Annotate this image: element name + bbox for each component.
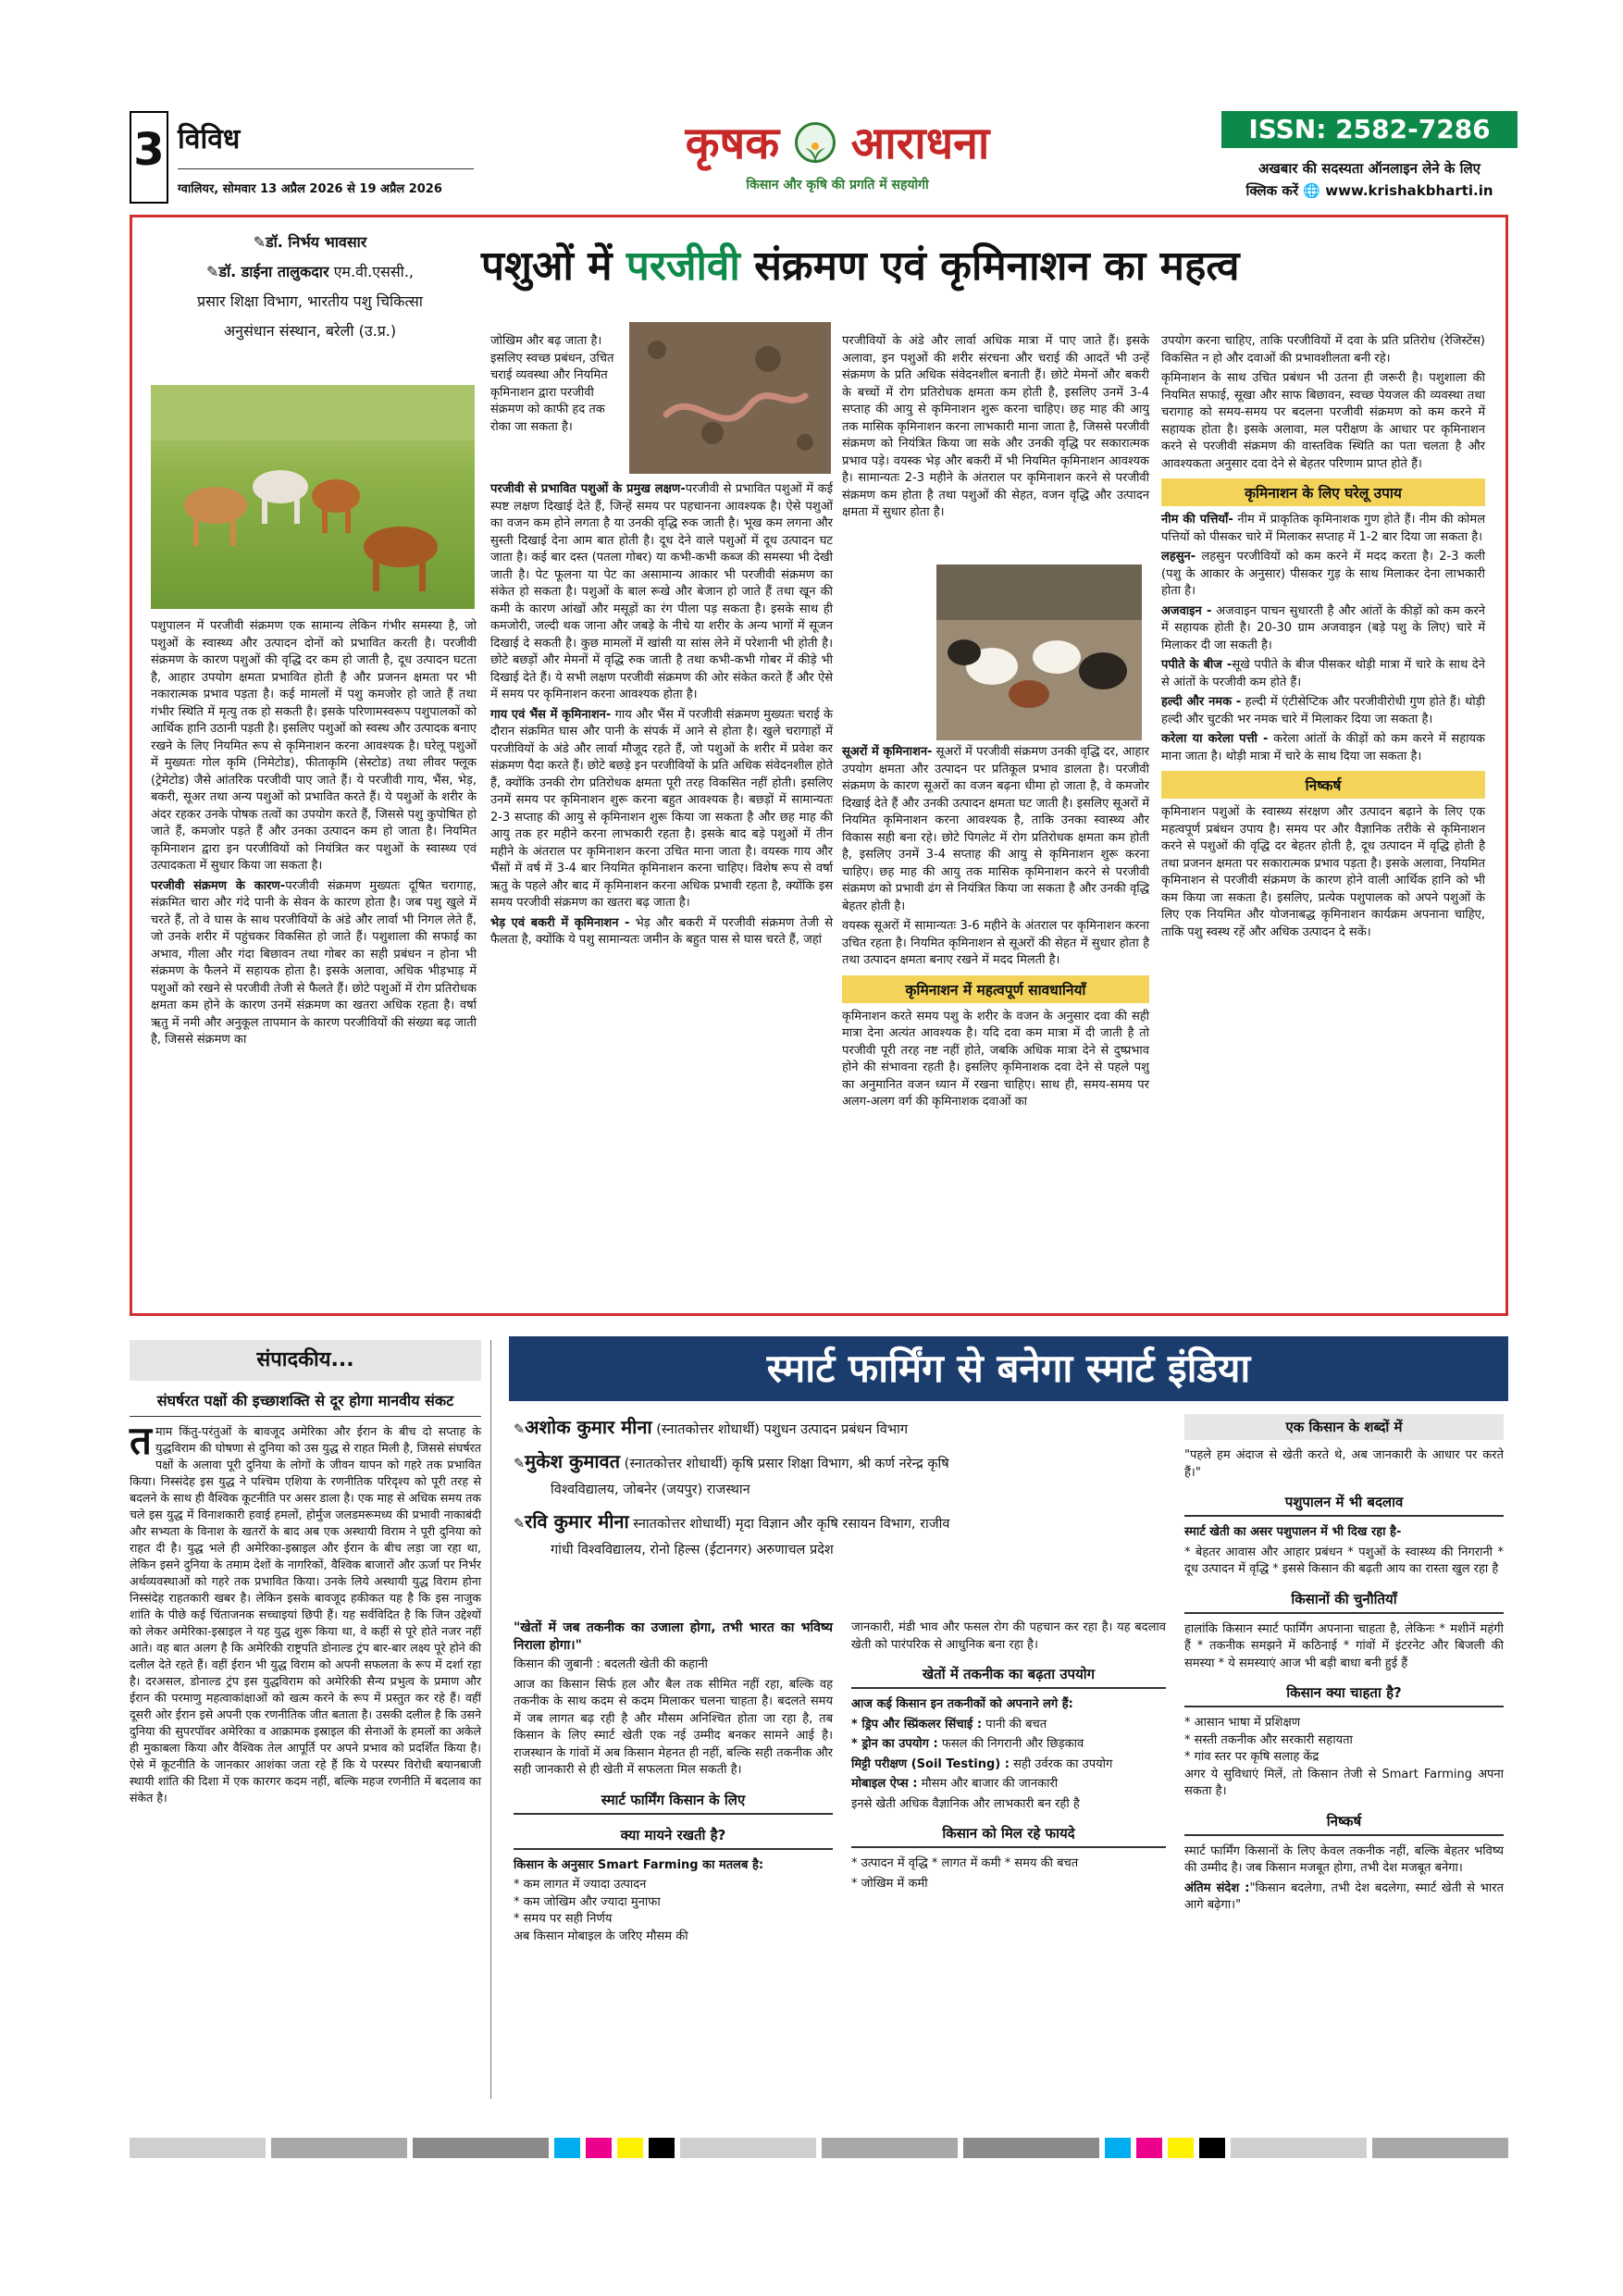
paragraph: जोखिम और बढ़ जाता है। इसलिए स्वच्छ प्रबंधन, उचित चराई व्यवस्था और नियमित कृमिनाशन द्वारा परजीवी संक्रमण को काफी हद तक रोका जा सकता है।: [490, 334, 614, 434]
paragraph: अंतिम संदेश :"किसान बदलेगा, तभी देश बदलेगा, स्मार्ट खेती से भारत आगे बढ़ेगा।": [1184, 1880, 1504, 1912]
paragraph: [490, 481, 833, 704]
paragraph: कृमिनाशन करते समय पशु के शरीर के वजन के अनुसार दवा की सही मात्रा देना अत्यंत आवश्यक है। यदि दवा कम मात्रा में दी जाती है तो परजीवी पूरी तरह नष्ट नहीं होते, जबकि अधिक मात्रा देने से दुष्प्रभाव होने की संभावना रहती है। इसलिए कृमिनाशक दवा देने से पहले पशु का अनुमानित वजन ध्यान में रखना चाहिए। साथ ही, समय-समय पर अलग-अलग वर्ग की कृमिनाशक दवाओं का: [842, 1009, 1149, 1109]
paragraph-text: भेड़ और बकरी में परजीवी संक्रमण तेजी से फैलता है, क्योंकि ये पशु सामान्यतः जमीन के बहुत पास से घास चरते हैं, जहां: [490, 915, 833, 947]
affiliation-1: प्रसार शिक्षा विभाग, भारतीय पशु चिकित्सा: [197, 292, 423, 310]
issn-badge: ISSN: 2582-7286: [1221, 111, 1518, 148]
remedy-item: करेला या करेला पत्ती - करेला आंतों के कीड़ों को कम करने में सहायक माना जाता है। थोड़ी मात्रा में चारे के साथ दिया जा सकता है।: [1161, 732, 1485, 763]
editorial-label: संपादकीय...: [130, 1340, 481, 1381]
pen-icon: ✎: [514, 1457, 526, 1471]
paragraph: [151, 878, 477, 1049]
article1-column-2: [490, 481, 833, 952]
article1-authors: [153, 228, 467, 346]
paragraph-text: माम किंतु-परंतुओं के बावजूद अमेरिका और ईरान के बीच दो सप्ताह के युद्धविराम की घोषणा से दुनिया को उस युद्ध से राहत मिली है, जिससे संघर्षरत पक्षों के अलावा पूरी दुनिया के लोगों के जीवन यापन को गहरे तक प्रभावित किया। निस्संदेह इस युद्ध ने पश्चिम एशिया के रणनीतिक परिदृश्य को पूरी तरह से बदलने के साथ ही वैश्विक कूटनीति पर असर डाला है। एक माह से अधिक समय तक चले इस युद्ध में विनाशकारी हवाई हमलों, होर्मुज जलडमरूमध्य की प्रभावी नाकाबंदी और सभ्यता के विनाश के खतरों के बाद अब एक अस्थायी विराम ने पूरी दुनिया को राहत दी है। युद्ध भले ही अमेरिका-इस्राइल और ईरान के बीच लड़ा जा रहा था, लेकिन इसने दुनिया के तमाम देशों के नागरिकों, वैश्विक बाजारों और ऊर्जा पर निर्भर अर्थव्यवस्थाओं को गहरे तक प्रभावित किया। उनके लिये अस्थायी युद्ध विराम होना निस्संदेह राहतकारी खबर है। लेकिन इसके बावजूद हकीकत यह है कि इस नाजुक शांति के पीछे कई चिंताजनक सच्चाइयां छिपी हैं। यह सर्वविदित है कि जिन उद्देश्यों को लेकर अमेरिका-इस्राइल ने यह युद्ध शुरू किया था, वे कहीं से पूरे होते नजर नहीं आते। वह बात अलग है कि अमेरिकी राष्ट्रपति डोनाल्ड ट्रंप बार-बार लक्ष्य पूरे होने की दलील देते रहते हैं। वहीं ईरान भी युद्ध विराम को अपनी सफलता के रूप में दर्शा रहा है। दरअसल, डोनाल्ड ट्रंप इस युद्धविराम को अमेरिकी सैन्य प्रभुत्व के प्रमाण और ईरान की परमाणु महत्वाकांक्षाओं को खत्म करने के रूप में प्रस्तुत कर रहे हैं। वहीं दूसरी ओर ईरान इसे अपनी एक रणनीतिक जीत बताता है। उसकी दलील है कि उसने दुनिया की सुपरपॉवर अमेरिका व आक्रामक इस्राइल की सेनाओं के हमलों का अकेले ही मुकाबला किया और वैश्विक तेल आपूर्ति पर अपने प्रभाव को प्रदर्शित किया है। ऐसे में कूटनीति के जानकार आशंका जता रहे हैं कि ये परस्पर विरोधी बयानबाजी स्थायी शांति की दिशा में एक कारगर कदम नहीं, बल्कि महज रणनीति में बदलाव का संकेत है।: [130, 1424, 481, 1805]
pen-icon: ✎: [514, 1517, 526, 1532]
subheading: किसान को मिल रहे फायदे: [851, 1820, 1166, 1848]
subheading: परजीवी संक्रमण के कारण-: [151, 878, 286, 893]
website-link[interactable]: www.krishakbharti.in: [1325, 182, 1493, 199]
precautions-heading: कृमिनाशन में महत्वपूर्ण सावधानियाँ: [842, 975, 1149, 1003]
paragraph: हालांकि किसान स्मार्ट फार्मिंग अपनाना चाहता है, लेकिनः * मशीनें महंगी हैं * तकनीक समझने में कठिनाई * गांवों में इंटरनेट और बिजली की समस्या * ये समस्याएं आज भी बड़ी बाधा बनी हुई हैं: [1184, 1621, 1504, 1670]
remedy-item: लहसुन- लहसुन परजीवियों को कम करने में मदद करता है। 2-3 कली (पशु के आकार के अनुसार) पीसकर गुड़ के साथ मिलाकर देना लाभकारी होता है।: [1161, 550, 1485, 598]
paragraph: आज कई किसान इन तकनीकों को अपनाने लगे हैं:: [851, 1697, 1073, 1711]
paragraph: कृमिनाशन पशुओं के स्वास्थ्य संरक्षण और उत्पादन बढ़ाने के लिए एक महत्वपूर्ण प्रबंधन उपाय है। समय पर और वैज्ञानिक तरीके से कृमिनाशन करने से पशुओं की वृद्धि दर बेहतर होती है, दूध उत्पादन में वृद्धि होती है तथा प्रजनन क्षमता पर सकारात्मक प्रभाव पड़ता है। इसके अलावा, नियमित कृमिनाशन से परजीवी संक्रमण के कारण होने वाली आर्थिक हानि को भी कम किया जा सकता है। इसलिए, प्रत्येक पशुपालक को अपने पशुओं के लिए एक नियमित और योजनाबद्ध कृमिनाशन कार्यक्रम अपनाना चाहिए, ताकि पशु स्वस्थ रहें और अधिक उत्पादन दे सकें।: [1161, 805, 1485, 939]
goats-image: [936, 565, 1142, 740]
remedy-item: पपीते के बीज -सूखे पपीते के बीज पीसकर थोड़ी मात्रा में चारे के साथ देने से आंतों के परजीवी कम होते हैं।: [1161, 658, 1485, 689]
title-part-2: संक्रमण एवं कृमिनाशन का महत्व: [739, 242, 1240, 290]
page-header: [130, 111, 1518, 204]
home-remedies-heading: कृमिनाशन के लिए घरेलू उपाय: [1161, 478, 1485, 506]
logo-icon: [795, 122, 836, 163]
paragraph: [490, 707, 833, 912]
author-3: रवि कुमार मीना: [525, 1510, 629, 1533]
bullet-item: * कम जोखिम और ज्यादा मुनाफा: [514, 1894, 661, 1909]
article1-column-3: [842, 333, 1149, 525]
click-label: क्लिक करें: [1245, 182, 1299, 199]
bullet-item: * गांव स्तर पर कृषि सलाह केंद्र: [1184, 1750, 1319, 1764]
subheading: किसान क्या चाहता है?: [1184, 1680, 1504, 1707]
article2-column-2: [851, 1620, 1166, 1895]
subheading: सूअरों में कृमिनाशन-: [842, 745, 933, 759]
paragraph: स्मार्ट खेती का असर पशुपालन में भी दिख रहा है-: [1184, 1525, 1402, 1539]
editorial-body: [130, 1418, 481, 1809]
technique-item: * ड्रोन का उपयोग : फसल की निगरानी और छिड़काव: [851, 1737, 1084, 1751]
editorial-headline: संघर्षरत पक्षों की इच्छाशक्ति से दूर होगा मानवीय संकट: [130, 1390, 481, 1417]
article2-column-1: [514, 1620, 833, 1948]
author-2: मुकेश कुमावत: [525, 1450, 621, 1472]
masthead-left: कृषक: [685, 118, 780, 169]
bullet-item: * सस्ती तकनीक और सरकारी सहायता: [1184, 1732, 1353, 1747]
technique-item: मिट्टी परीक्षण (Soil Testing) : सही उर्वरक का उपयोग: [851, 1756, 1113, 1771]
page-number: 3: [130, 111, 168, 204]
article1-column-4: [1161, 333, 1485, 944]
subheading: स्मार्ट फार्मिंग किसान के लिए: [514, 1787, 833, 1815]
affiliation: गांधी विश्वविद्यालय, रोनो हिल्स (ईटानगर) अरुणाचल प्रदेश: [551, 1543, 834, 1558]
subscription-link[interactable]: [1221, 181, 1518, 200]
bullet-item: * आसान भाषा में प्रशिक्षण: [1184, 1716, 1301, 1730]
masthead: [578, 111, 1096, 204]
paragraph-text: परजीवी संक्रमण मुख्यतः दूषित चरागाह, संक्रमित चारा और गंदे पानी के सेवन के कारण होता है। जब पशु खुले में चरते हैं, तो वे घास के साथ परजीवियों के अंडे और लार्वा भी निगल लेते हैं, जो उनके शरीर में पहुंचकर विकसित हो जाते हैं। पशुशाला की सफाई का अभाव, गीला और गंदा बिछावन तथा गोबर का सही प्रबंधन न होना भी संक्रमण के फैलने में सहायक होता है। इसके अलावा, अधिक भीड़भाड़ में पशुओं को रखने से परजीवी तेजी से फैलते हैं। छोटे पशुओं में रोग प्रतिरोधक क्षमता कम होने के कारण उनमें संक्रमण का खतरा अधिक रहता है। वर्षा ऋतु में नमी और अनुकूल तापमान के कारण परजीवियों की संख्या बढ़ जाती है, जिससे संक्रमण का: [151, 878, 477, 1047]
remedy-item: नीम की पत्तियाँ- नीम में प्राकृतिक कृमिनाशक गुण होते हैं। नीम की कोमल पत्तियों को पीसकर चारे में मिलाकर सप्ताह में 1-2 बार दिया जा सकता है।: [1161, 513, 1486, 544]
paragraph: इनसे खेती अधिक वैज्ञानिक और लाभकारी बन रही है: [851, 1796, 1080, 1811]
paragraph: आज का किसान सिर्फ हल और बैल तक सीमित नहीं रहा, बल्कि वह तकनीक के साथ कदम से कदम मिलाकर चलना चाहता है। बदलते समय में जब लागत बढ़ रही है और मौसम अनिश्चित होता जा रहा है, तब किसान के लिए स्मार्ट खेती एक नई उम्मीद बनकर सामने आई है। राजस्थान के गांवों में अब किसान मेहनत ही नहीं, बल्कि सही तकनीक और सही जानकारी से ही खेती में सफलता मिल सकती है।: [514, 1677, 833, 1777]
paragraph: किसान के अनुसार Smart Farming का मतलब है:: [514, 1857, 764, 1872]
paragraph: कृमिनाशन के साथ उचित प्रबंधन भी उतना ही जरूरी है। पशुशाला की नियमित सफाई, सूखा और साफ बिछावन, स्वच्छ पेयजल की व्यवस्था तथा चरागाह को समय-समय पर बदलना परजीवी संक्रमण को कम करने में सहायक होता है। इसके अलावा, मल परीक्षण के आधार पर कृमिनाशन करने से परजीवी संक्रमण की वास्तविक स्थिति का पता चलता है और आवश्यकता अनुसार दवा देने से बेहतर परिणाम प्राप्त होते हैं।: [1161, 371, 1485, 471]
paragraph: [490, 915, 833, 949]
paragraph: * बेहतर आवास और आहार प्रबंधन * पशुओं के स्वास्थ्य की निगरानी * दूध उत्पादन में वृद्धि * इससे किसान की बढ़ती आय का रास्ता खुल रहा है: [1184, 1545, 1504, 1576]
cattle-grazing-image: [151, 385, 475, 609]
paragraph-text: गाय और भैंस में परजीवी संक्रमण मुख्यतः चराई के दौरान संक्रमित घास और पानी के संपर्क में आने से होता है। खुले चरागाहों में परजीवियों के अंडे और लार्वा मौजूद रहते हैं, जो पशुओं के शरीर में प्रवेश कर संक्रमण पैदा करते हैं। छोटे बछड़े इन परजीवियों के प्रति अधिक संवेदनशील होते हैं, क्योंकि उनकी रोग प्रतिरोधक क्षमता पूरी तरह विकसित नहीं होती। इसलिए उनमें समय पर कृमिनाशन शुरू करना बहुत आवश्यक है। बछड़ों में सामान्यतः 2-3 सप्ताह की आयु से कृमिनाशन शुरू किया जा सकता है और छह माह की आयु तक हर महीने करना लाभकारी रहता है। इसके बाद बड़े पशुओं में तीन महीने के अंतराल पर कृमिनाशन करना उचित माना जाता है। वयस्क गाय और भैंसों में वर्ष में 3-4 बार नियमित कृमिनाशन करना चाहिए। विशेष रूप से वर्षा ऋतु के पहले और बाद में कृमिनाशन करना अधिक प्रभावी रहता है, क्योंकि इस समय परजीवी संक्रमण का खतरा बढ़ जाता है।: [490, 707, 833, 910]
divider: [178, 168, 474, 169]
article1-column-2-top: [490, 333, 622, 439]
title-highlight: परजीवी: [626, 242, 740, 290]
section-title: विविध: [178, 123, 241, 155]
affiliation: विश्वविद्यालय, जोबनेर (जयपुर) राजस्थान: [551, 1483, 750, 1497]
article2-authors: ✎अशोक कुमार मीना (स्नातकोत्तर शोधार्थी) पशुधन उत्पादन प्रबंधन विभाग ✎मुकेश कुमावत (स्नातकोत्तर शोधार्थी) कृषि प्रसार शिक्षा विभाग, श्री कर्ण नरेन्द्र कृषि विश्वविद्यालय, जोबनेर (जयपुर) राजस्थान ✎रवि कुमार मीना स्नातकोत्तर शोधार्थी) मृदा विज्ञान और कृषि रसायन विभाग, राजीव गांधी विश्वविद्यालय, रोनो हिल्स (ईटानगर) अरुणाचल प्रदेश: [514, 1414, 1180, 1563]
paragraph: * जोखिम में कमी: [851, 1876, 928, 1891]
article2-column-3: [1184, 1414, 1504, 1917]
subheading: खेतों में तकनीक का बढ़ता उपयोग: [851, 1661, 1166, 1689]
pen-icon: ✎: [205, 263, 219, 280]
remedy-item: हल्दी और नमक - हल्दी में एंटीसेप्टिक और परजीवीरोधी गुण होते हैं। थोड़ी हल्दी और चुटकी भर नमक चारे में मिलाकर दिया जा सकता है।: [1161, 695, 1485, 726]
author-1: अशोक कुमार मीना: [525, 1416, 652, 1438]
subheading: भेड़ एवं बकरी में कृमिनाशन -: [490, 915, 630, 930]
masthead-right: आराधना: [850, 118, 990, 169]
title-part-1: पशुओं में: [481, 242, 626, 290]
author-2: डॉ. डाईना तालुकदार: [218, 263, 329, 280]
paragraph: उपयोग करना चाहिए, ताकि परजीवियों में दवा के प्रति प्रतिरोध (रेजिस्टेंस) विकसित न हो और दवाओं की प्रभावशीलता बनी रहे।: [1161, 334, 1485, 366]
tagline: किसान और कृषि की प्रगति में सहयोगी: [746, 178, 929, 192]
conclusion-heading: निष्कर्ष: [1161, 771, 1485, 799]
article2-banner: स्मार्ट फार्मिंग से बनेगा स्मार्ट इंडिया: [509, 1336, 1508, 1401]
subscription-line: अखबार की सदस्यता ऑनलाइन लेने के लिए: [1258, 160, 1481, 177]
registration-bar: [130, 2138, 1508, 2158]
pen-icon: ✎: [514, 1422, 526, 1437]
quote: "पहले हम अंदाज से खेती करते थे, अब जानकारी के आधार पर करते हैं।": [1184, 1448, 1504, 1480]
technique-item: मोबाइल ऐप्स : मौसम और बाजार की जानकारी: [851, 1777, 1059, 1791]
paragraph: परजीवियों के अंडे और लार्वा अधिक मात्रा में पाए जाते हैं। इसके अलावा, इन पशुओं की शरीर संरचना और चराई की आदतें भी उन्हें संक्रमण के प्रति अधिक संवेदनशील बनाती हैं। छोटे मेमनों और बकरी के बच्चों में रोग प्रतिरोधक क्षमता कम होती है, इसलिए उनमें 3-4 सप्ताह की आयु से कृमिनाशन शुरू करना चाहिए। छह माह की आयु तक मासिक कृमिनाशन करना लाभकारी माना जाता है, जिससे परजीवी संक्रमण को नियंत्रित किया जा सके और उनकी वृद्धि पर सकारात्मक प्रभाव पड़े। वयस्क भेड़ और बकरी में भी नियमित कृमिनाशन आवश्यक है। सामान्यतः 2-3 महीने के अंतराल पर कृमिनाशन करने से परजीवी संक्रमण कम होता है तथा पशुओं की सेहत, वजन वृद्धि और उत्पादन क्षमता में सुधार होता है।: [842, 334, 1149, 519]
article1-column-1: [151, 618, 477, 1052]
bullet-item: * कम लागत में ज्यादा उत्पादन: [514, 1878, 647, 1892]
pen-icon: ✎: [253, 233, 266, 251]
globe-icon: 🌐: [1303, 182, 1321, 199]
earthworm-soil-image: [629, 322, 831, 474]
article1-column-3-lower: [842, 744, 1149, 1114]
subheading: परजीवी से प्रभावित पशुओं के प्रमुख लक्षण-: [490, 482, 686, 496]
paragraph: [842, 744, 1149, 915]
paragraph: जानकारी, मंडी भाव और फसल रोग की पहचान कर रहा है। यह बदलाव खेती को पारंपरिक से आधुनिक बना रहा है।: [851, 1620, 1166, 1652]
subheading: गाय एवं भैंस में कृमिनाशन-: [490, 707, 612, 722]
paragraph: पशुपालन में परजीवी संक्रमण एक सामान्य लेकिन गंभीर समस्या है, जो पशुओं के स्वास्थ्य और उत्पादन दोनों को प्रभावित करती है। परजीवी संक्रमण के कारण पशुओं की वृद्धि दर कम हो जाती है, दूध उत्पादन घटता है, आहार उपयोग क्षमता प्रभावित होती है और प्रजनन क्षमता पर भी नकारात्मक प्रभाव पड़ता है। कई मामलों में पशु कमजोर हो जाते हैं तथा गंभीर स्थिति में मृत्यु तक हो सकती है। इसके परिणामस्वरूप पशुपालकों को आर्थिक हानि उठानी पड़ती है। इसलिए पशुओं को स्वस्थ और उत्पादक बनाए रखने के लिए नियमित रूप से कृमिनाशन करना आवश्यक है। घरेलू पशुओं में मुख्यतः गोल कृमि (निमेटोड), फीताकृमि (सेस्टोड) तथा लीवर फ्लूक (ट्रेमेटोड) जैसे आंतरिक परजीवी पाए जाते हैं। ये परजीवी गाय, भैंस, भेड़, बकरी, सूअर तथा अन्य पशुओं को प्रभावित करते हैं। ये पशुओं के शरीर के अंदर रहकर उनके पोषक तत्वों का उपयोग करते हैं, जिससे पशु कुपोषित हो जाते हैं, कमजोर पड़ते हैं और उनका उत्पादन कम हो जाता है। नियमित कृमिनाशन द्वारा इन परजीवियों को नियंत्रित कर पशुओं के स्वास्थ्य एवं उत्पादकता में सुधार किया जा सकता है।: [151, 619, 477, 873]
paragraph: स्मार्ट फार्मिंग किसानों के लिए केवल तकनीक नहीं, बल्कि बेहतर भविष्य की उम्मीद है। जब किसान मजबूत होगा, तभी देश मजबूत बनेगा।: [1184, 1843, 1504, 1875]
paragraph: अब किसान मोबाइल के जरिए मौसम की: [514, 1929, 688, 1943]
paragraph: [130, 1418, 481, 1806]
author-1: डॉ. निर्भय भावसार: [266, 233, 367, 251]
subheading: पशुपालन में भी बदलाव: [1184, 1489, 1504, 1517]
dropcap: त: [130, 1418, 152, 1463]
paragraph-text: परजीवी से प्रभावित पशुओं में कई स्पष्ट लक्षण दिखाई देते हैं, जिन्हें समय पर पहचानना आवश्यक है। ऐसे पशुओं का वजन कम होने लगता है या उनकी वृद्धि रुक जाती है। भूख कम लगना और सुस्ती दिखाई देना आम बात होती है। दूध देने वाले पशुओं में दूध उत्पादन घट जाता है। कई बार दस्त (पतला गोबर) या कभी-कभी कब्ज की समस्या भी देखी जाती है। पेट फूलना या पेट का असामान्य आकार भी परजीवी संक्रमण का संकेत हो सकता है। पशुओं के बाल रूखे और बेजान हो जाते हैं तथा खून की कमी के कारण आंखों और मसूड़ों का रंग पीला पड़ सकता है। इसके साथ ही कमजोरी, जल्दी थक जाना और जबड़े के नीचे या शरीर के अन्य भागों में सूजन दिखाई दे सकती है। कुछ मामलों में खांसी या सांस लेने में परेशानी भी होती है। छोटे बछड़ों और मेमनों में वृद्धि रुक जाती है तथा कभी-कभी गोबर में कीड़े भी दिखाई देते हैं। ये सभी लक्षण परजीवी संक्रमण की ओर संकेत करते हैं और ऐसे में समय पर कृमिनाशन करना आवश्यक होता है।: [490, 482, 833, 701]
paragraph: किसान की जुबानी : बदलती खेती की कहानी: [514, 1657, 708, 1671]
pull-quote: "खेतों में जब तकनीक का उजाला होगा, तभी भारत का भविष्य निराला होगा।": [514, 1620, 833, 1653]
subheading: एक किसान के शब्दों में: [1184, 1414, 1504, 1440]
paragraph: अगर ये सुविधाएं मिलें, तो किसान तेजी से Smart Farming अपना सकता है।: [1184, 1767, 1504, 1798]
subheading: किसानों की चुनौतियाँ: [1184, 1586, 1504, 1614]
bullet-item: * समय पर सही निर्णय: [514, 1912, 613, 1926]
technique-item: * ड्रिप और स्प्रिंकलर सिंचाई : पानी की बचत: [851, 1717, 1047, 1731]
article1-title: [481, 239, 1499, 294]
remedy-item: अजवाइन - अजवाइन पाचन सुधारती है और आंतों के कीड़ों को कम करने में सहायक होती है। 20-30 ग्राम अजवाइन (बड़े पशु के लिए) चारे में मिलाकर दी जा सकती है।: [1161, 603, 1485, 652]
paragraph: * उत्पादन में वृद्धि * लागत में कमी * समय की बचत: [851, 1856, 1079, 1870]
paragraph-text: सूअरों में परजीवी संक्रमण उनकी वृद्धि दर, आहार उपयोग क्षमता और उत्पादन पर प्रतिकूल प्रभाव डालता है। परजीवी संक्रमण के कारण सूअरों का वजन बढ़ना धीमा हो जाता है, वे कमजोर दिखाई देते हैं और उनकी उत्पादन क्षमता घट जाती है। इसलिए सूअरों में नियमित कृमिनाशन करना आवश्यक है, ताकि उनका स्वास्थ्य और विकास सही बना रहे। छोटे पिगलेट में रोग प्रतिरोधक क्षमता कम होती है, इसलिए उनमें 3-4 सप्ताह की आयु से कृमिनाशन शुरू करना चाहिए। छह माह की आयु तक मासिक कृमिनाशन करने से परजीवी संक्रमण को प्रभावी ढंग से नियंत्रित किया जा सकता है और उनकी वृद्धि बेहतर होती है।: [842, 745, 1150, 913]
subheading: क्या मायने रखती है?: [514, 1822, 833, 1850]
author-2-degree: एम.वी.एससी.,: [328, 263, 414, 280]
column-divider: [490, 1340, 491, 2099]
subheading: निष्कर्ष: [1184, 1808, 1504, 1836]
dateline: ग्वालियर, सोमवार 13 अप्रैल 2026 से 19 अप्रैल 2026: [178, 182, 442, 196]
affiliation-2: अनुसंधान संस्थान, बरेली (उ.प्र.): [223, 322, 397, 340]
paragraph: वयस्क सूअरों में सामान्यतः 3-6 महीने के अंतराल पर कृमिनाशन करना उचित रहता है। नियमित कृमिनाशन से सूअरों की सेहत में सुधार होता है तथा उत्पादन क्षमता बनाए रखने में मदद मिलती है।: [842, 919, 1149, 967]
